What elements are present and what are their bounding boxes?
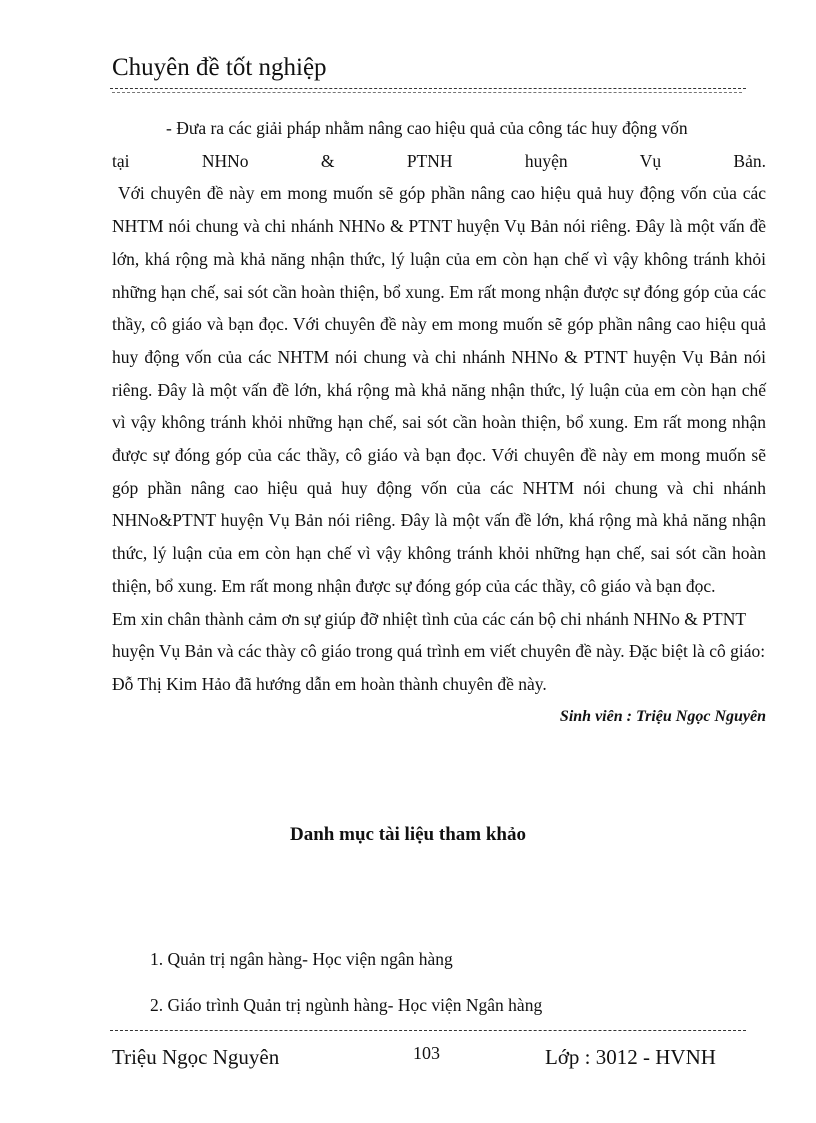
page-header-title: Chuyên đề tốt nghiệp	[112, 54, 327, 81]
bullet-line-2: tại NHNo & PTNH huyện Vụ Bản.	[112, 150, 766, 171]
document-body	[112, 112, 766, 733]
reference-item: 1. Quản trị ngân hàng- Học viện ngân hàng	[150, 949, 453, 969]
footer-divider	[110, 1030, 746, 1031]
header-divider-secondary	[112, 92, 742, 93]
footer-author: Triệu Ngọc Nguyên	[112, 1045, 280, 1069]
references-heading: Danh mục tài liệu tham khảo	[290, 824, 526, 845]
references-list	[150, 936, 542, 1028]
header-divider	[110, 88, 746, 89]
reference-item: 2. Giáo trình Quản trị ngùnh hàng- Học viện Ngân hàng	[150, 995, 543, 1015]
page-number: 103	[413, 1043, 440, 1063]
paragraph-thanks: Em xin chân thành cảm ơn sự giúp đỡ nhiệt tình của các cán bộ chi nhánh NHNo & PTNT huyện Vụ Bản và các thày cô giáo trong quá trình em viết chuyên đề này. Đặc biệt là cô giáo: Đỗ Thị Kim Hảo đã hướng dẫn em hoàn thành chuyên đề này.	[112, 608, 766, 694]
paragraph-main: Với chuyên đề này em mong muốn sẽ góp phần nâng cao hiệu quả huy động vốn của các NHTM nói chung và chi nhánh NHNo & PTNT huyện Vụ Bản nói riêng. Đây là một vấn đề lớn, khá rộng mà khả năng nhận thức, lý luận của em còn hạn chế vì vậy không tránh khỏi những hạn chế, sai sót cần hoàn thiện, bổ xung. Em rất mong nhận được sự đóng góp của các thầy, cô giáo và bạn đọc. Với chuyên đề này em mong muốn sẽ góp phần nâng cao hiệu quả huy động vốn của các NHTM nói chung và chi nhánh NHNo & PTNT huyện Vụ Bản nói riêng. Đây là một vấn đề lớn, khá rộng mà khả năng nhận thức, lý luận của em còn hạn chế vì vậy không tránh khỏi những hạn chế, sai sót cần hoàn thiện, bổ xung. Em rất mong nhận được sự đóng góp của các thầy, cô giáo và bạn đọc. Với chuyên đề này em mong muốn sẽ góp phần nâng cao hiệu quả huy động vốn của các NHTM nói chung và chi nhánh NHNo&PTNT huyện Vụ Bản nói riêng. Đây là một vấn đề lớn, khá rộng mà khả năng nhận thức, lý luận của em còn hạn chế vì vậy không tránh khỏi những hạn chế, sai sót cần hoàn thiện, bổ xung. Em rất mong nhận được sự đóng góp của các thầy, cô giáo và bạn đọc.	[112, 183, 766, 596]
signature-line: Sinh viên : Triệu Ngọc Nguyên	[559, 707, 766, 725]
footer-class-label: Lớp : 3012 - HVNH	[545, 1045, 716, 1069]
bullet-line-1: - Đưa ra các giải pháp nhằm nâng cao hiệu quả của công tác huy động vốn	[166, 118, 688, 138]
